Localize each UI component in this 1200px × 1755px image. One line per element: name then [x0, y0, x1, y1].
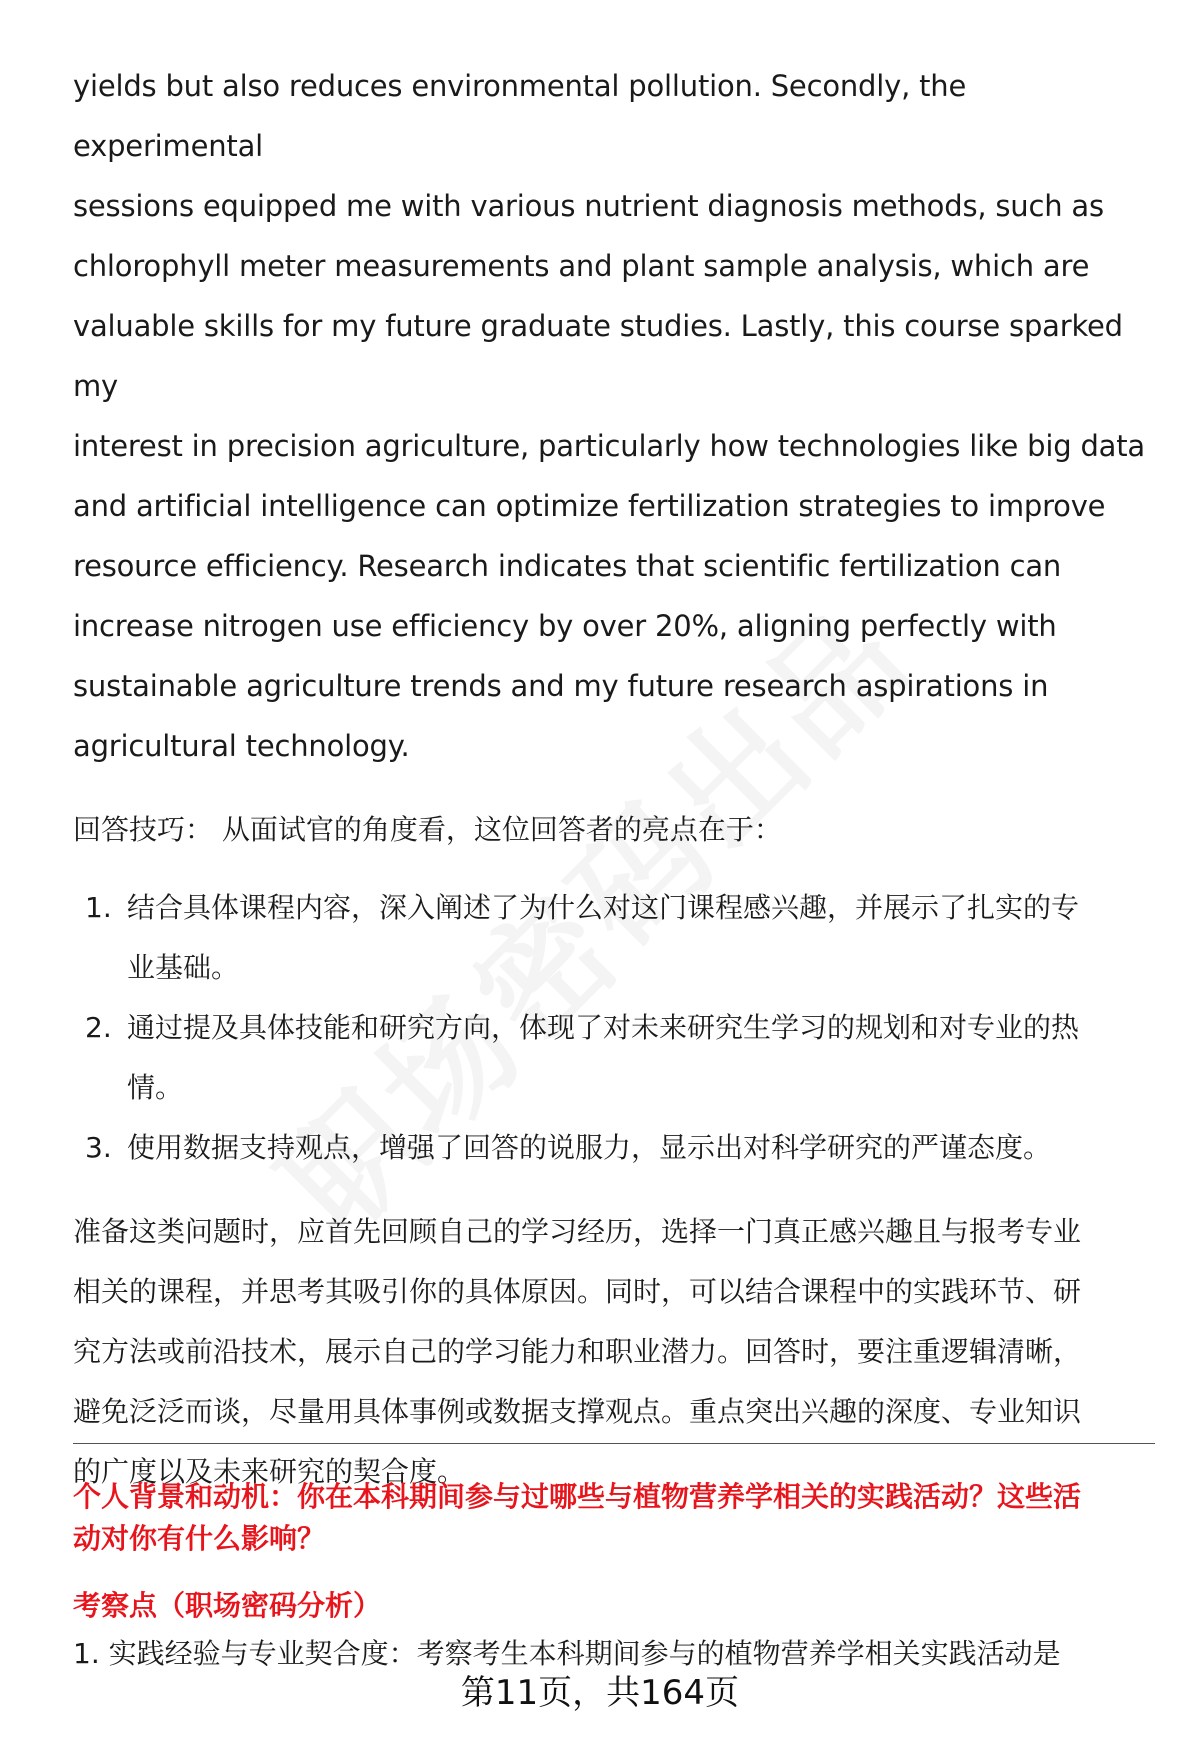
list-item-line: 情。: [127, 1071, 184, 1104]
highlights-list: [73, 878, 1153, 1178]
question-heading-line: 动对你有什么影响？: [73, 1522, 326, 1555]
question-heading-line: 个人背景和动机：你在本科期间参与过哪些与植物营养学相关的实践活动？这些活: [73, 1480, 1082, 1513]
section-divider: [73, 1443, 1155, 1444]
paragraph-line: sessions equipped me with various nutrient diagnosis methods, such as: [73, 189, 1104, 223]
paragraph-line: valuable skills for my future graduate studies. Lastly, this course sparked my: [73, 309, 1123, 403]
list-number: 3.: [85, 1131, 112, 1164]
list-item: [73, 878, 1153, 998]
list-item-line: 业基础。: [127, 951, 240, 984]
advice-line: 避免泛泛而谈，尽量用具体事例或数据支撑观点。重点突出兴趣的深度、专业知识: [73, 1395, 1082, 1428]
paragraph-line: increase nitrogen use efficiency by over 20%, aligning perfectly with: [73, 609, 1057, 643]
list-item-line: 结合具体课程内容，深入阐述了为什么对这门课程感兴趣，并展示了扎实的专: [127, 891, 1080, 924]
list-item-line: 通过提及具体技能和研究方向，体现了对未来研究生学习的规划和对专业的热: [127, 1011, 1080, 1044]
paragraph-line: sustainable agriculture trends and my future research aspirations in: [73, 669, 1049, 703]
list-item-line: 使用数据支持观点，增强了回答的说服力，显示出对科学研究的严谨态度。: [127, 1131, 1052, 1164]
advice-line: 的广度以及未来研究的契合度。: [73, 1455, 466, 1488]
paragraph-line: resource efficiency. Research indicates that scientific fertilization can: [73, 549, 1062, 583]
list-number: 1.: [85, 891, 112, 924]
advice-line: 究方法或前沿技术，展示自己的学习能力和职业潜力。回答时，要注重逻辑清晰，: [73, 1335, 1082, 1368]
list-item: [73, 998, 1153, 1118]
paragraph-line: agricultural technology.: [73, 729, 410, 763]
page-number-footer: 第11页，共164页: [460, 1673, 740, 1713]
answer-tips-intro: 回答技巧： 从面试官的角度看，这位回答者的亮点在于：: [73, 813, 782, 846]
question-heading: [73, 1476, 1155, 1560]
advice-line: 准备这类问题时，应首先回顾自己的学习经历，选择一门真正感兴趣且与报考专业: [73, 1215, 1082, 1248]
paragraph-line: yields but also reduces environmental pollution. Secondly, the experimental: [73, 69, 967, 163]
paragraph-line: and artificial intelligence can optimize fertilization strategies to improve: [73, 489, 1106, 523]
list-item: [73, 1118, 1153, 1178]
paragraph-line: interest in precision agriculture, particularly how technologies like big data: [73, 429, 1145, 463]
advice-line: 相关的课程，并思考其吸引你的具体原因。同时，可以结合课程中的实践环节、研: [73, 1275, 1082, 1308]
list-number: 2.: [85, 1011, 112, 1044]
assessment-heading: 考察点（职场密码分析）: [73, 1589, 382, 1622]
preparation-advice: [73, 1202, 1153, 1502]
english-answer-paragraph: [73, 56, 1153, 776]
paragraph-line: chlorophyll meter measurements and plant sample analysis, which are: [73, 249, 1090, 283]
page-content: [73, 56, 1153, 1502]
cut-off-text-content: 1. 实践经验与专业契合度：考察考生本科期间参与的植物营养学相关实践活动是: [73, 1637, 1061, 1670]
